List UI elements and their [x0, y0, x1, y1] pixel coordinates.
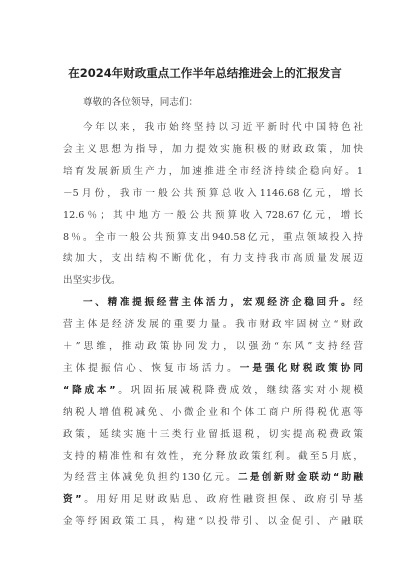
- body-line: [63, 340, 363, 354]
- body-text-segment: 12.6％；其中地方一般公共预算收入728.67亿元，增长: [63, 209, 363, 221]
- body-text-segment: 续加大，支出结构不断优化，有力支持我市高质量发展迈: [63, 253, 363, 265]
- body-text-segment: 8％。全市一般公共预算支出940.58亿元，重点领域投入持: [63, 231, 363, 243]
- body-text-segment: 主体提振信心、恢复市场活力。: [63, 362, 240, 374]
- body-text-segment: 营主体是经济发展的重要力量。我市财政牢固树立“财政: [63, 319, 363, 331]
- bold-heading-text: 一、精准提振经营主体活力，宏观经济企稳回升。: [83, 297, 354, 309]
- body-text-segment: 经: [353, 297, 363, 309]
- salutation: 尊敬的各位领导，同志们：: [83, 97, 199, 108]
- bold-heading-text: “降成本”: [63, 384, 116, 396]
- body-line: [63, 209, 363, 223]
- body-line: [83, 296, 363, 310]
- bold-heading-text: 一是强化财税政策协同: [239, 362, 363, 374]
- body-text-segment: －5月份，我市一般公共预算总收入1146.68亿元，增长: [63, 187, 363, 199]
- body-text-segment: 培育发展新质生产力，加速推进全市经济持续企稳向好。1: [63, 165, 363, 177]
- body-text-segment: 金等纾困政策工具，构建“以投带引、以金促引、产融联: [63, 516, 363, 528]
- body-text-segment: 为经营主体减免负担约130亿元。: [63, 472, 238, 484]
- body-line: [63, 450, 363, 464]
- body-line: [63, 362, 363, 376]
- body-text-segment: 今年以来，我市始终坚持以习近平新时代中国特色社: [83, 122, 363, 133]
- bold-heading-text: 资”: [63, 494, 82, 506]
- document-title: 在2024年财政重点工作半年总结推进会上的汇报发言: [68, 66, 342, 80]
- body-text-segment: 支持的精准性和有效性，充分释放政策红利。截至5月底，: [63, 450, 363, 462]
- body-line: [63, 165, 363, 179]
- body-text-segment: 。用好用足财政贴息、政府性融资担保、政府引导基: [81, 494, 363, 506]
- body-line: [63, 384, 363, 398]
- body-line: [63, 493, 363, 507]
- body-text-segment: 纳税人增值税减免、小微企业和个体工商户所得税优惠等: [63, 406, 363, 418]
- body-line: [63, 231, 363, 245]
- body-line: [63, 471, 363, 485]
- body-line: [83, 121, 363, 135]
- body-line: [63, 515, 363, 529]
- body-text-segment: 政策，延续实施十三类行业留抵退税，切实提高税费政策: [63, 428, 363, 440]
- body-line: [63, 143, 363, 157]
- body-text-segment: 。巩固拓展减税降费成效，继续落实对小规模: [115, 384, 363, 396]
- body-line: [63, 406, 363, 420]
- body-line: [63, 187, 363, 201]
- body-text-segment: 出坚实步伐。: [63, 275, 121, 287]
- body-line: [63, 318, 363, 332]
- body-line: [63, 274, 363, 288]
- body-line: [63, 252, 363, 266]
- body-line: [63, 428, 363, 442]
- body-text-segment: 会主义思想为指导，加力提效实施积极的财政政策，加快: [63, 143, 363, 155]
- bold-heading-text: 二是创新财金联动“助融: [237, 472, 363, 484]
- body-text-segment: ＋”思维，推动政策协同发力，以强劲“东风”支持经营: [63, 341, 363, 352]
